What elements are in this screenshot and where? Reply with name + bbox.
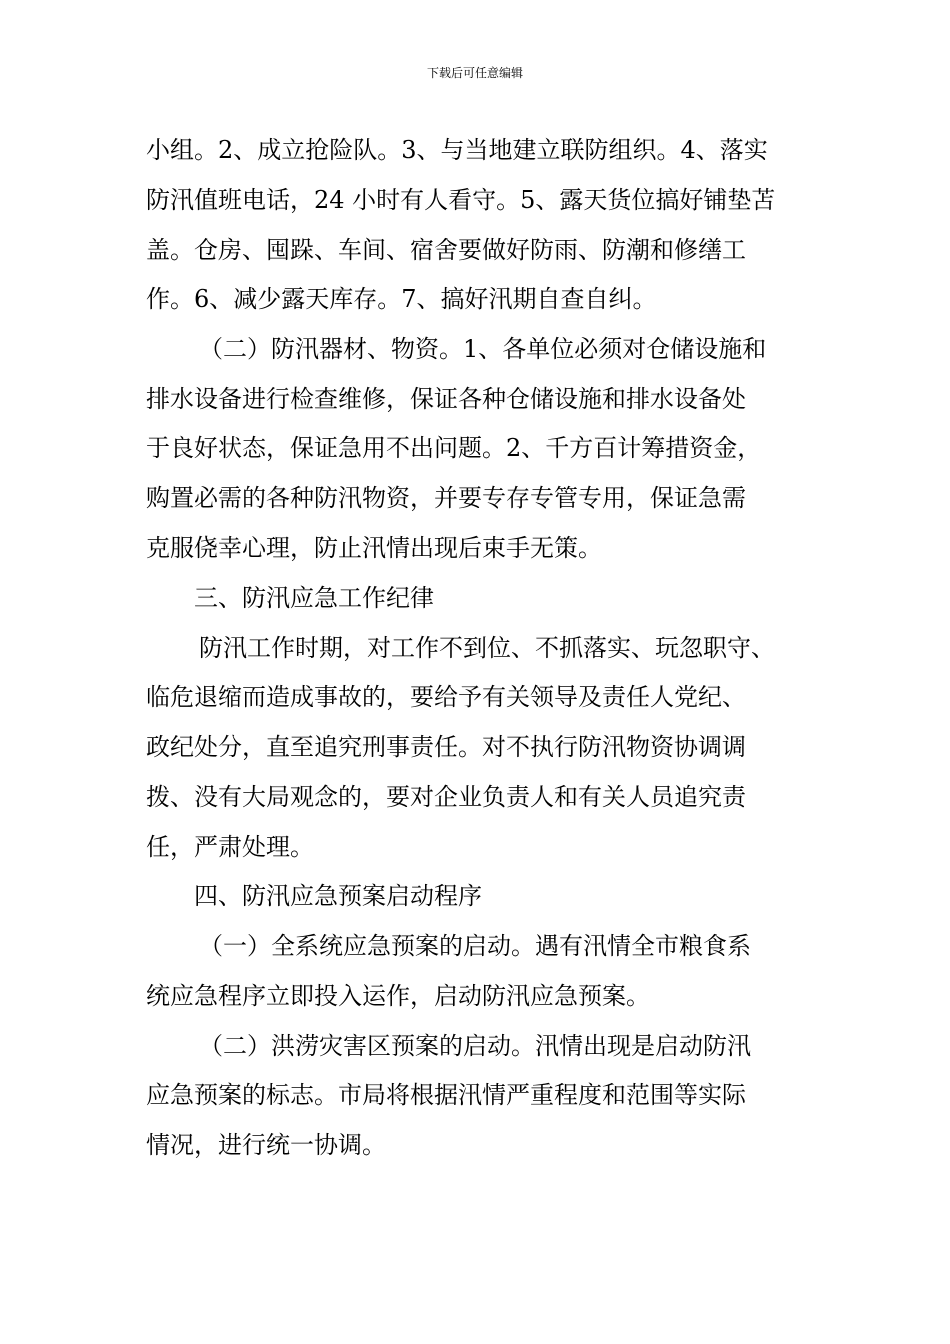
section-heading-4: 四、防汛应急预案启动程序 xyxy=(194,882,482,910)
body-line-11: 防汛工作时期，对工作不到位、不抓落实、玩忽职守、 xyxy=(199,634,775,662)
body-line-15: 任，严肃处理。 xyxy=(146,833,314,861)
body-line-5: （二）防汛器材、物资。1、各单位必须对仓储设施和 xyxy=(199,335,767,363)
body-line-4: 作。6、减少露天库存。7、搞好汛期自查自纠。 xyxy=(146,285,657,313)
body-line-17: （一）全系统应急预案的启动。遇有汛情全市粮食系 xyxy=(199,932,751,960)
body-line-3: 盖。仓房、囤跺、车间、宿舍要做好防雨、防潮和修缮工 xyxy=(146,236,746,264)
body-line-1: 小组。2、成立抢险队。3、与当地建立联防组织。4、落实 xyxy=(146,136,768,164)
body-line-2: 防汛值班电话，24 小时有人看守。5、露天货位搞好铺垫苫 xyxy=(146,186,776,214)
body-line-19: （二）洪涝灾害区预案的启动。汛情出现是启动防汛 xyxy=(199,1032,751,1060)
section-heading-3: 三、防汛应急工作纪律 xyxy=(194,584,434,612)
body-line-18: 统应急程序立即投入运作，启动防汛应急预案。 xyxy=(146,982,650,1010)
body-line-20: 应急预案的标志。市局将根据汛情严重程度和范围等实际 xyxy=(146,1081,746,1109)
body-line-6: 排水设备进行检查维修，保证各种仓储设施和排水设备处 xyxy=(146,385,746,413)
body-line-9: 克服侥幸心理，防止汛情出现后束手无策。 xyxy=(146,534,602,562)
body-line-13: 政纪处分，直至追究刑事责任。对不执行防汛物资协调调 xyxy=(146,733,746,761)
body-line-14: 拨、没有大局观念的，要对企业负责人和有关人员追究责 xyxy=(146,783,746,811)
body-line-12: 临危退缩而造成事故的，要给予有关领导及责任人党纪、 xyxy=(146,683,746,711)
page-header: 下载后可任意编辑 xyxy=(426,66,523,80)
body-line-21: 情况，进行统一协调。 xyxy=(146,1131,386,1159)
body-line-8: 购置必需的各种防汛物资，并要专存专管专用，保证急需 xyxy=(146,484,746,512)
body-line-7: 于良好状态，保证急用不出问题。2、千方百计筹措资金， xyxy=(146,434,762,462)
